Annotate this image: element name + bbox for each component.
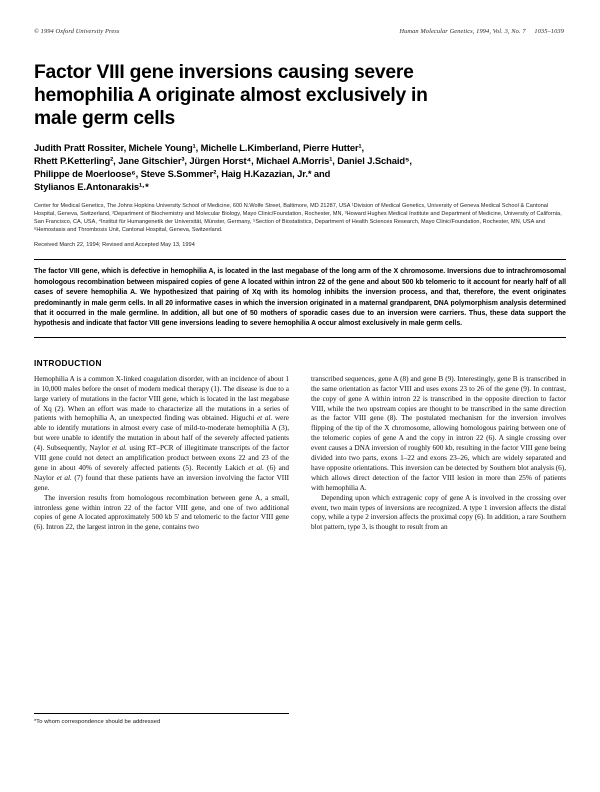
- author-line-4: Stylianos E.Antonarakis¹·*: [34, 180, 149, 192]
- author-line-2: Rhett P.Ketterling², Jane Gitschier³, Jürgen Horst⁴, Michael A.Morris¹, Daniel J.Schaid⁵,: [34, 154, 412, 166]
- column-left: [34, 375, 289, 534]
- page-content: [34, 28, 566, 533]
- column-right: [311, 375, 566, 534]
- affiliations: Center for Medical Genetics, The Johns Hopkins University School of Medicine, 600 N.Wolfe Street, Baltimore, MD 21287, USA ¹Division of Medical Genetics, University of Geneva Medical School & Cantonal Hospital, Geneva, Switzerland, ²Department of Biochemistry and Molecular Biology, Mayo Clinic/Foundation, Rochester, MN, ³Howard Hughes Medical Institute and Department of Medicine, University of California, San Francisco, CA, USA, ⁴Institut für Humangenetik der Universität, Münster, Germany, ⁵Section of Biostatistics, Department of Health Sciences Research, Mayo Clinic/Foundation, Rochester, MN, USA and ⁶Hemostasis and Thrombosis Unit, Cantonal Hospital, Geneva, Switzerland.: [34, 202, 562, 234]
- body-columns: [34, 375, 566, 534]
- body-paragraph: The inversion results from homologous recombination between gene A, a small, intronless gene within intron 22 of the factor VIII gene, and one of two additional copies of gene A located approximately 500 kb 5' and telomeric to the factor VIII gene (6). Intron 22, the largest intron in the gene, contains two: [34, 493, 289, 532]
- body-paragraph: Depending upon which extragenic copy of gene A is involved in the crossing over event, two main types of inversions are recognized. A type 1 inversion affects the distal copy, while a type 2 inversion affects the proximal copy (6). In addition, a rare Southern blot pattern, type 3, is thought to result from an: [311, 493, 566, 532]
- author-line-3: Philippe de Moerloose⁶, Steve S.Sommer², Haig H.Kazazian, Jr.* and: [34, 167, 331, 179]
- running-head: [34, 28, 566, 35]
- abstract-container: [34, 259, 566, 337]
- copyright-line: © 1994 Oxford University Press: [34, 28, 120, 35]
- article-title: Factor VIII gene inversions causing severe hemophilia A originate almost exclusively in male germ cells: [34, 62, 428, 130]
- body-paragraph: Hemophilia A is a common X-linked coagulation disorder, with an incidence of about 1 in 10,000 males before the onset of modern medical therapy (1). The disease is due to a large variety of mutations in the factor VIII gene, which is located in the last megabase of Xq (2). When an effort was made to characterize all the mutations in a series of patients with hemophilia A, an unexpected finding was obtained. Higuchi et al. were able to identify mutations in almost every case of mild-to-moderate hemophilia A (3), but were unable to identify the mutation in about half of the severely affected patients (4). Subsequently, Naylor et al. using RT–PCR of illegitimate transcripts of the factor VIII gene could not detect an amplification product between exons 22 and 23 of the gene in about 40% of severely affected patients (5). Recently Lakich et al. (6) and Naylor et al. (7) found that these patients have an inversion involving the factor VIII gene.: [34, 374, 290, 492]
- footnote-area: [34, 713, 289, 725]
- correspondence-footnote: *To whom correspondence should be addressed: [34, 719, 161, 725]
- section-heading-introduction: INTRODUCTION: [34, 357, 102, 368]
- footnote-divider: [34, 713, 289, 714]
- journal-citation: Human Molecular Genetics, 1994, Vol. 3, No. 7: [399, 28, 526, 35]
- body-paragraph: transcribed sequences, gene A (8) and gene B (9). Interestingly, gene B is transcribed in the same orientation as factor VIII and uses exons 23 to 26 of the gene (9). In contrast, the copy of gene A within intron 22 is transcribed in the opposite direction to factor VIII, while the two upstream copies are thought to be transcribed in the same direction as the factor VIII gene (8). The postulated mechanism for the inversion involves flipping of the tip of the X chromosome, allowing homologous pairing between one of the telomeric copies of gene A and the copy in intron 22 (6). A single crossing over event causes a DNA inversion of roughly 600 kb, resulting in the factor VIII gene being divided into two parts, exons 1–22 and exons 23–26, which are widely separated and have opposite orientations. This inversion can be detected by Southern blot analysis (6), which allows direct detection of the factor VIII lesion in more than 25% of patients with hemophilia A.: [311, 374, 566, 492]
- page-range: 1035–1039: [534, 28, 564, 35]
- author-list: [34, 141, 514, 193]
- author-line-1: Judith Pratt Rossiter, Michele Young¹, Michelle L.Kimberland, Pierre Hutter¹,: [34, 141, 365, 153]
- abstract-text: The factor VIII gene, which is defective in hemophilia A, is located in the last megabase of the long arm of the X chromosome. Inversions due to intrachromosomal homologous recombination between mispaired copies of gene A located within intron 22 of the gene and about 500 kb telomeric to it account for nearly half of all cases of severe hemophilia A. We hypothesized that pairing of Xq with its homolog inhibits the inversion process, and that, therefore, the event originates predominantly in male germ cells. In all 20 informative cases in which the inversion originated in a maternal grandparent, DNA polymorphism analysis determined that it occurred in the male germline. In addition, all but one of 50 mothers of sporadic cases due to an inversion were carriers. Thus, these data support the hypothesis and indicate that factor VIII gene inversions leading to severe hemophilia A occur almost exclusively in male germ cells.: [34, 268, 566, 328]
- received-date: Received March 22, 1994; Revised and Accepted May 13, 1994: [34, 242, 195, 249]
- journal-reference: [399, 28, 564, 35]
